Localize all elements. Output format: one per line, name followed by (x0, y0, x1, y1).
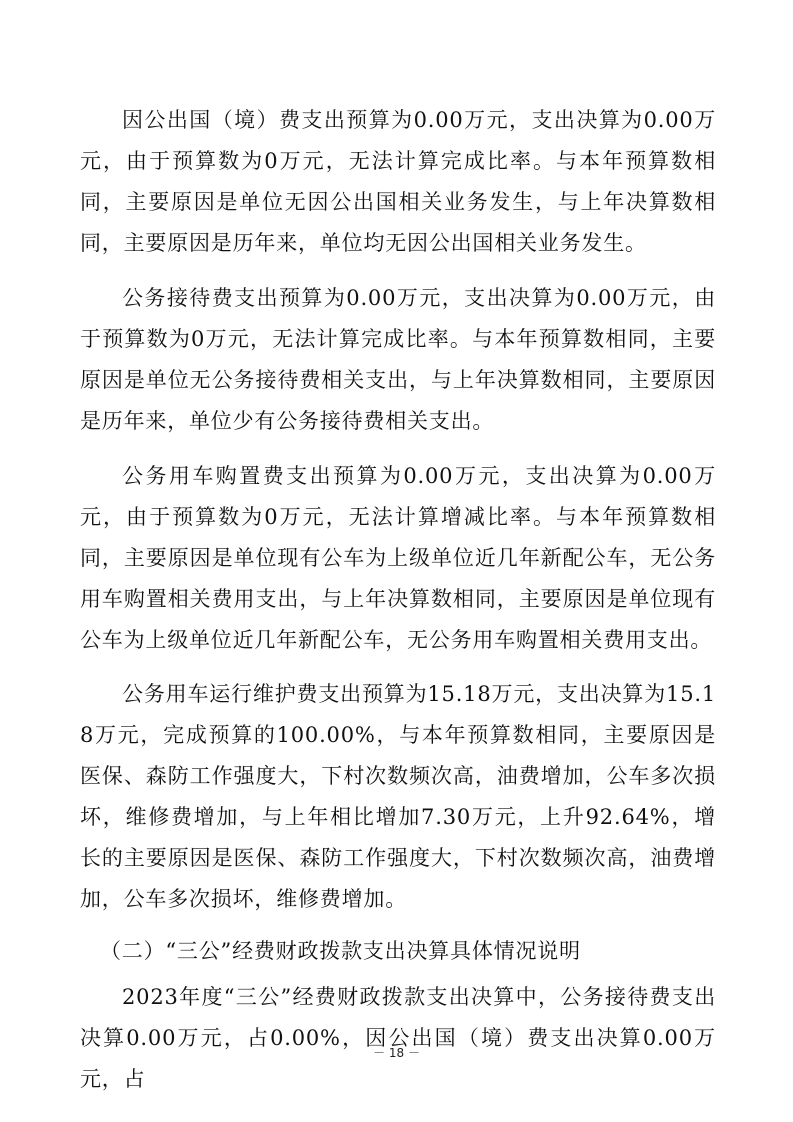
paragraph-summary: 2023年度“三公”经费财政拨款支出决算中，公务接待费支出决算0.00万元，占0.00%，因公出国（境）费支出决算0.00万元，占 (80, 985, 716, 1091)
paragraph-vehicle-purchase: 公务用车购置费支出预算为0.00万元，支出决算为0.00万元，由于预算数为0万元，无法计算增减比率。与本年预算数相同，主要原因是单位现有公车为上级单位近几年新配公车，无公务用车购置相关费用支出，与上年决算数相同，主要原因是单位现有公车为上级单位近几年新配公车，无公务用车购置相关费用支出。 (80, 464, 716, 652)
page-number: － 18 － (373, 1046, 420, 1060)
section-heading: （二）“三公”经费财政拨款支出决算具体情况说明 (100, 939, 581, 963)
paragraph-vehicle-operation: 公务用车运行维护费支出预算为15.18万元，支出决算为15.18万元，完成预算的100.00%，与本年预算数相同，主要原因是医保、森防工作强度大，下村次数频次高，油费增加，公车多次损坏，维修费增加，与上年相比增加7.30万元，上升92.64%，增长的主要原因是医保、森防工作强度大，下村次数频次高，油费增加，公车多次损坏，维修费增加。 (80, 682, 716, 911)
paragraph-overseas-travel: 因公出国（境）费支出预算为0.00万元，支出决算为0.00万元，由于预算数为0万元，无法计算完成比率。与本年预算数相同，主要原因是单位无因公出国相关业务发生，与上年决算数相同，主要原因是历年来，单位均无因公出国相关业务发生。 (80, 108, 716, 255)
paragraph-official-reception: 公务接待费支出预算为0.00万元，支出决算为0.00万元，由于预算数为0万元，无法计算完成比率。与本年预算数相同，主要原因是单位无公务接待费相关支出，与上年决算数相同，主要原因是历年来，单位少有公务接待费相关支出。 (80, 286, 716, 433)
document-body (80, 100, 716, 1100)
